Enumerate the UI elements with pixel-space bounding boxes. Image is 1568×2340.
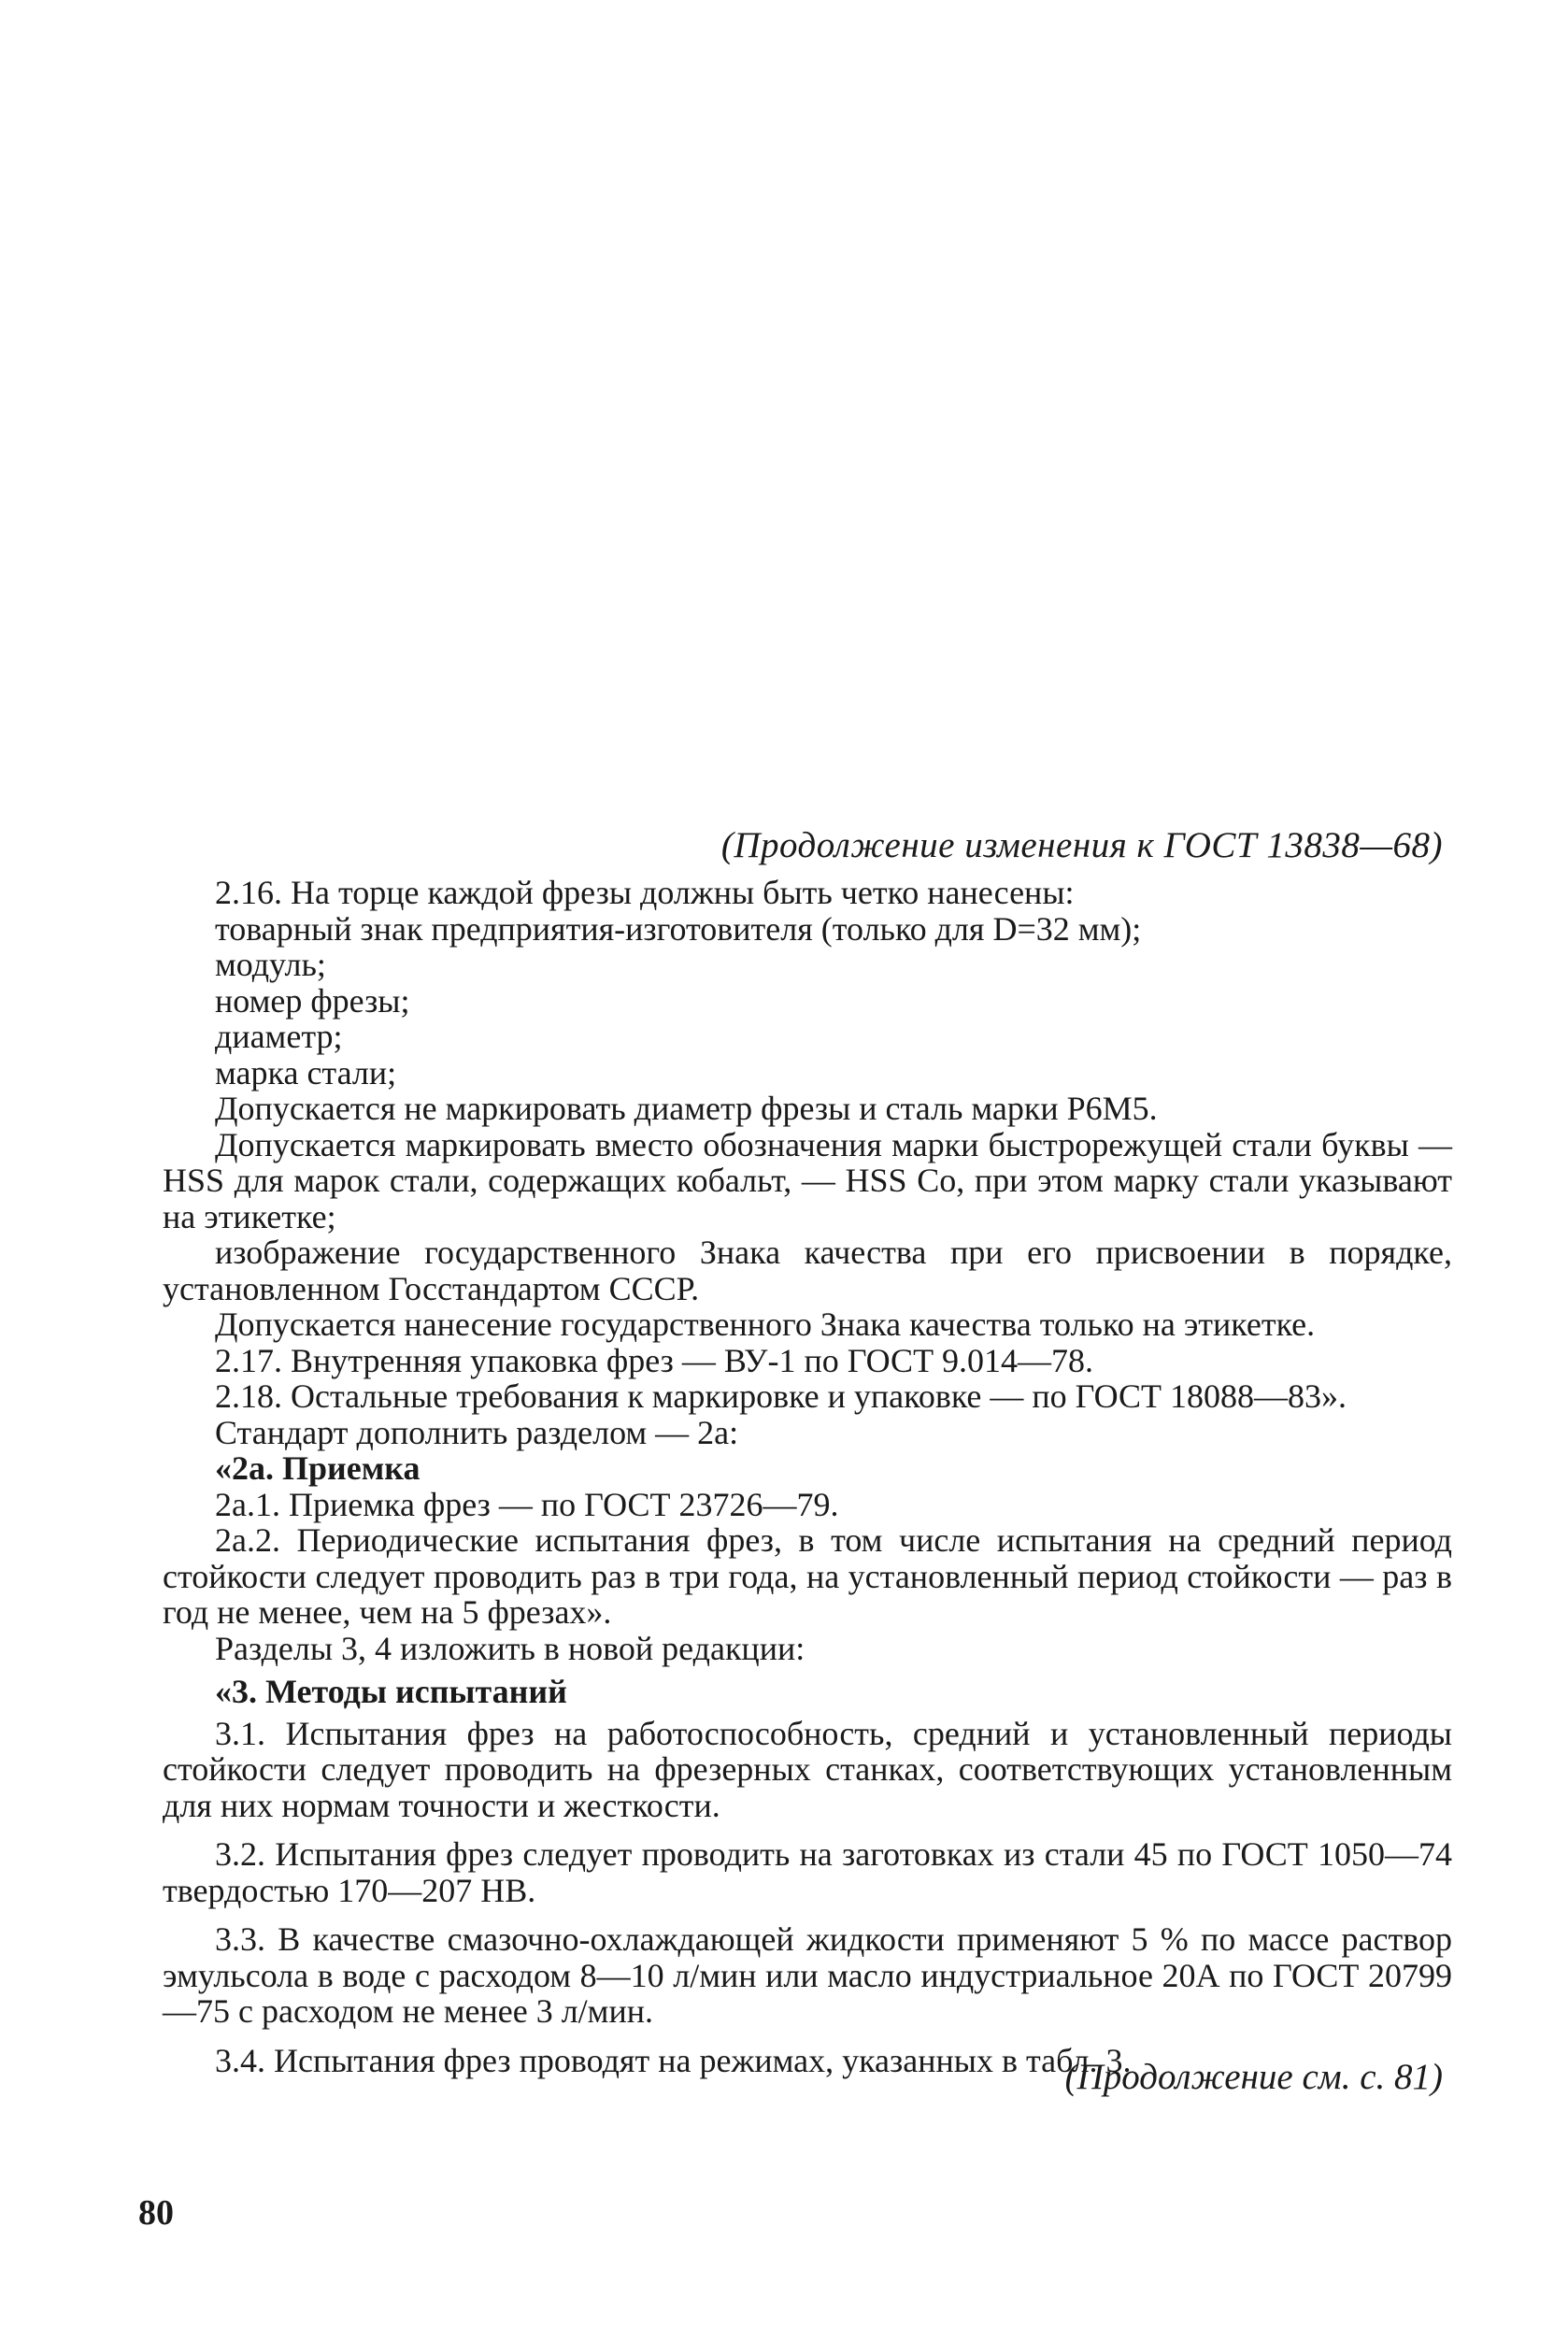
paragraph-3-3: 3.3. В качестве смазочно-охлаждающей жидкости применяют 5 % по массе раствор эмульсола в воде с расходом 8—10 л/мин или масло индустриальное 20А по ГОСТ 20799—75 с расходом не менее 3 л/мин. (163, 1920, 1452, 2030)
paragraph-2-18: 2.18. Остальные требования к маркировке и упаковке — по ГОСТ 18088—83». (215, 1377, 1347, 1415)
paragraph-3-1: 3.1. Испытания фрез на работоспособность, средний и установленный периоды стойкости следует проводить на фрезерных станках, соответствующих установленным для них нормам точности и жесткости. (163, 1714, 1452, 1824)
paragraph-2-17: 2.17. Внутренняя упаковка фрез — ВУ-1 по ГОСТ 9.014—78. (215, 1341, 1094, 1379)
section-3-heading: «3. Методы испытаний (215, 1673, 567, 1710)
paragraph-sections-3-4: Разделы 3, 4 изложить в новой редакции: (215, 1629, 805, 1667)
paragraph-quality-label: Допускается нанесение государственного Знака качества только на этикетке. (215, 1306, 1316, 1343)
paragraph-2-16: 2.16. На торце каждой фрезы должны быть четко нанесены: (215, 874, 1075, 911)
document-body (163, 875, 1452, 2078)
list-item-module: модуль; (215, 946, 326, 983)
section-2a-heading: «2а. Приемка (215, 1449, 421, 1487)
paragraph-allowed-hss: Допускается маркировать вместо обозначения марки быстрорежущей стали буквы — HSS для марок стали, содержащих кобальт, — HSS Co, при этом марку стали указывают на этикетке; (163, 1125, 1452, 1235)
paragraph-3-2: 3.2. Испытания фрез следует проводить на заготовках из стали 45 по ГОСТ 1050—74 твердостью 170—207 НВ. (163, 1835, 1452, 1909)
list-item-cutter-number: номер фрезы; (215, 981, 410, 1020)
page-number: 80 (138, 2193, 174, 2233)
paragraph-quality-mark: изображение государственного Знака качества при его присвоении в порядке, установленном Госстандартом СССР. (163, 1234, 1452, 1307)
paragraph-2a-2: 2а.2. Периодические испытания фрез, в том числе испытания на средний период стойкости следует проводить раз в три года, на установленный период стойкости — раз в год не менее, чем на 5 фрезах». (163, 1521, 1452, 1631)
paragraph-2a-1: 2а.1. Приемка фрез — по ГОСТ 23726—79. (215, 1485, 839, 1523)
paragraph-add-section: Стандарт дополнить разделом — 2а: (215, 1413, 739, 1451)
paragraph-3-4: 3.4. Испытания фрез проводят на режимах, указанных в табл. 3. (215, 2041, 1132, 2079)
continuation-footer: (Продолжение см. с. 81) (1064, 2057, 1443, 2097)
list-item-diameter: диаметр; (215, 1018, 343, 1055)
list-item-trademark: товарный знак предприятия-изготовителя (только для D=32 мм); (215, 909, 1142, 948)
paragraph-allowed-no-mark: Допускается не маркировать диаметр фрезы и сталь марки Р6М5. (215, 1090, 1158, 1127)
list-item-steel-grade: марка стали; (215, 1053, 397, 1092)
continuation-header: (Продолжение изменения к ГОСТ 13838—68) (720, 825, 1443, 865)
